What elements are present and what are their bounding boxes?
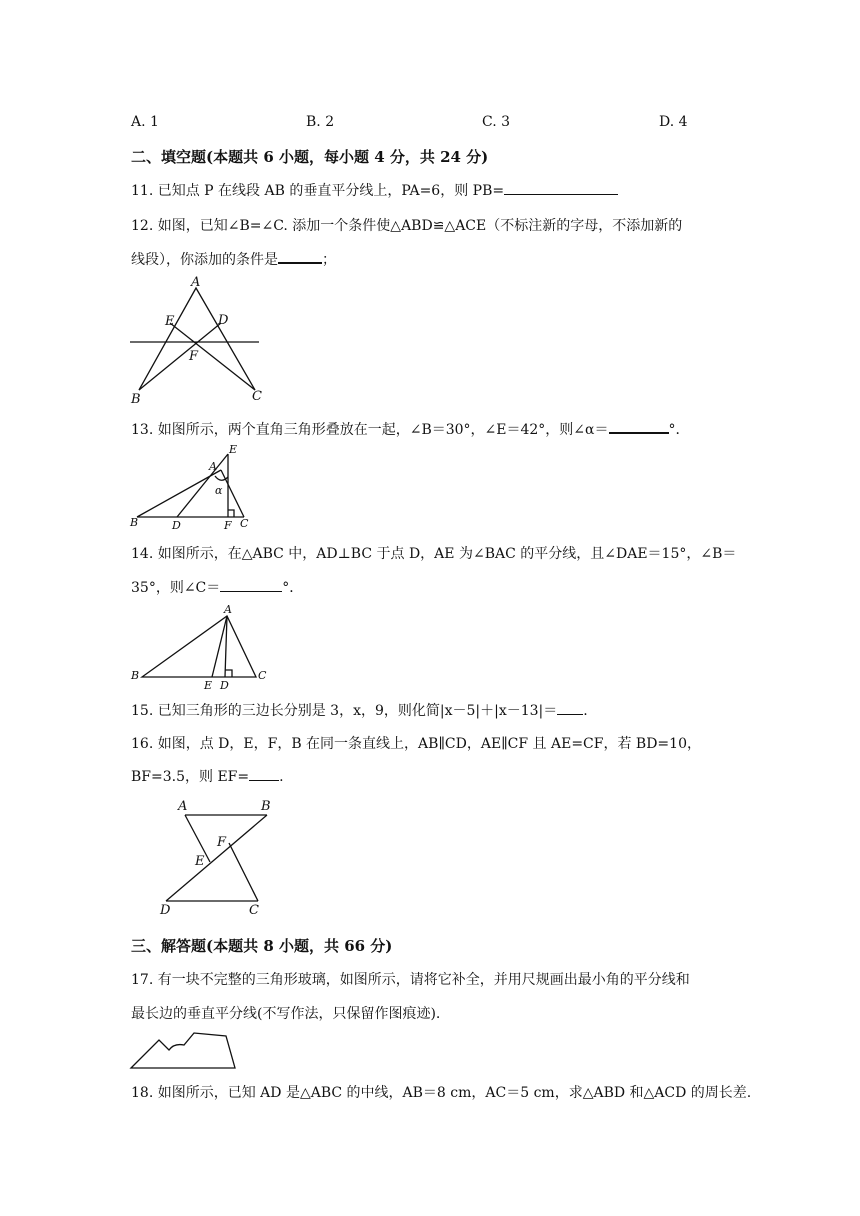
- question-13-text: 13. 如图所示，两个直角三角形叠放在一起，∠B＝30°，∠E＝42°，则∠α＝: [131, 422, 609, 438]
- fig13-label-d: D: [172, 519, 181, 532]
- question-14-text: 35°，则∠C＝: [131, 580, 221, 596]
- question-12-line2: [131, 248, 336, 269]
- fig12-line-ce: [170, 323, 255, 390]
- question-12-end: ；: [322, 252, 336, 268]
- fig13-right-angle: [228, 510, 234, 517]
- question-16-end: .: [279, 769, 284, 785]
- answer-blank-11[interactable]: [504, 180, 618, 195]
- fig16-label-b: B: [261, 799, 271, 814]
- answer-blank-14[interactable]: [220, 577, 282, 592]
- fig13-label-b: B: [130, 516, 139, 529]
- question-16-line1: 16. 如图，点 D，E，F，B 在同一条直线上，AB∥CD，AE∥CF 且 AE=CF，若 BD=10，: [131, 736, 701, 752]
- answer-blank-16[interactable]: [249, 766, 279, 781]
- fig16-label-e: E: [195, 854, 205, 869]
- fig12-label-c: C: [252, 389, 262, 404]
- fig16-label-c: C: [249, 903, 259, 918]
- question-13-end: °．: [668, 422, 690, 438]
- fig14-right-angle: [225, 670, 232, 677]
- fig13-label-a: A: [209, 460, 217, 473]
- question-16-text: BF=3.5，则 EF=: [131, 769, 250, 785]
- fig14-label-c: C: [258, 669, 267, 682]
- figure-q13: [125, 440, 255, 535]
- question-17-line1: 17. 有一块不完整的三角形玻璃，如图所示，请将它补全，并用尺规画出最小角的平分线和: [131, 972, 690, 988]
- question-15-end: .: [583, 703, 588, 719]
- fig13-label-alpha: α: [215, 484, 223, 497]
- option-b: B. 2: [306, 114, 335, 130]
- question-15: [131, 700, 588, 720]
- section2-heading: 二、填空题(本题共 6 小题，每小题 4 分，共 24 分): [131, 148, 489, 166]
- fig13-label-e: E: [229, 443, 238, 456]
- option-d: D. 4: [659, 114, 688, 130]
- question-17-line2: 最长边的垂直平分线(不写作法，只保留作图痕迹).: [131, 1006, 441, 1022]
- option-c: C. 3: [482, 114, 511, 130]
- figure-q12: [125, 272, 265, 412]
- figure-q17: [128, 1030, 240, 1072]
- option-a: A. 1: [131, 114, 159, 130]
- fig13-label-c: C: [240, 517, 249, 530]
- fig12-label-b: B: [131, 392, 141, 407]
- fig16-label-f: F: [217, 835, 227, 850]
- answer-blank-13[interactable]: [609, 418, 669, 434]
- fig12-label-e: E: [165, 314, 175, 329]
- question-11-text: 11. 已知点 P 在线段 AB 的垂直平分线上，PA=6，则 PB=: [131, 183, 505, 199]
- section3-heading: 三、解答题(本题共 8 小题，共 66 分): [131, 937, 393, 955]
- question-12-text: 线段），你添加的条件是: [131, 252, 278, 268]
- figure-q16: [160, 796, 280, 921]
- answer-blank-15[interactable]: [557, 700, 583, 715]
- question-14-line2: [131, 577, 303, 597]
- question-15-text: 15. 已知三角形的三边长分别是 3，x，9，则化简|x－5|＋|x－13|＝: [131, 703, 558, 719]
- question-18: 18. 如图所示，已知 AD 是△ABC 的中线，AB＝8 cm，AC＝5 cm，求△ABD 和△ACD 的周长差.: [131, 1085, 752, 1101]
- question-11: [131, 180, 618, 200]
- fig12-outer-triangle: [139, 288, 255, 390]
- fig14-label-a: A: [224, 603, 232, 616]
- fig13-label-f: F: [224, 519, 232, 532]
- fig16-line-cf: [229, 843, 258, 901]
- figure-q14: [125, 600, 275, 692]
- fig13-line-ba: [137, 470, 221, 517]
- question-14-end: °．: [282, 580, 304, 596]
- question-14-line1: 14. 如图所示，在△ABC 中，AD⊥BC 于点 D，AE 为∠BAC 的平分线，且∠DAE＝15°，∠B＝: [131, 546, 737, 562]
- question-13: [131, 418, 690, 439]
- fig14-label-e: E: [204, 679, 213, 692]
- fig14-label-d: D: [220, 679, 229, 692]
- fig12-label-d: D: [218, 313, 229, 328]
- fig14-triangle: [142, 616, 256, 677]
- question-16-line2: [131, 766, 284, 786]
- fig14-label-b: B: [131, 669, 140, 682]
- fig16-label-d: D: [160, 903, 171, 918]
- fig12-label-f: F: [189, 349, 199, 364]
- answer-blank-12[interactable]: [278, 248, 322, 264]
- fig16-label-a: A: [178, 799, 188, 814]
- fig12-line-bd: [139, 323, 221, 390]
- fig12-label-a: A: [191, 275, 201, 290]
- question-12-line1: 12. 如图，已知∠B=∠C. 添加一个条件使△ABD≌△ACE（不标注新的字母，不添加新的: [131, 218, 683, 234]
- fig17-broken-triangle: [131, 1033, 235, 1068]
